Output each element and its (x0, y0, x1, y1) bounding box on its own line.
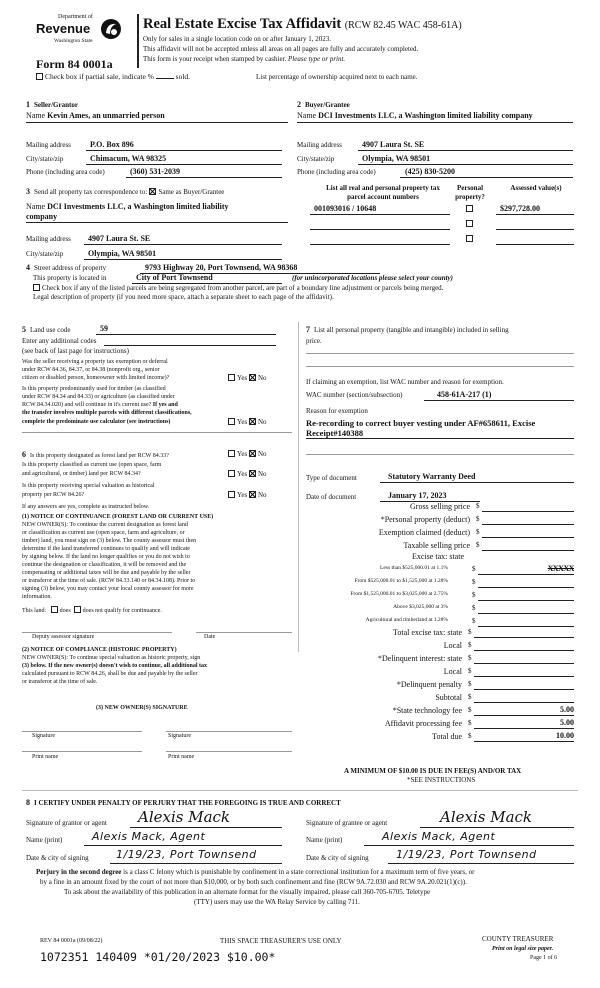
grantor-name-value[interactable]: Alexis Mack, Agent (92, 830, 206, 843)
tax-row-label-tier1: Less than $525,000.01 at 1.1% (380, 565, 448, 571)
tax-row-dollar: $ (476, 502, 480, 510)
grantor-name-label: Name (print) (26, 836, 63, 844)
see-instructions-note: *SEE INSTRUCTIONS (407, 776, 476, 784)
owner-print-label-2: Print name (168, 754, 195, 760)
owner-signature-label-1: Signature (32, 733, 55, 739)
minimum-note: A MINIMUM OF $10.00 IS DUE IN FEE(S) AND/OR TAX (344, 767, 522, 775)
q-forest-no-checkbox[interactable] (249, 450, 256, 457)
q-forest-row: 6 Is this property designated as forest land per RCW 84.33? (22, 450, 169, 459)
tax-row-label-tech-fee: *State technology fee (392, 706, 462, 715)
q-historic-no-checkbox[interactable] (249, 491, 256, 498)
doc-date-label: Date of document (306, 493, 357, 501)
q-timber-l3 (22, 402, 178, 408)
land-use-value[interactable]: 59 (100, 324, 108, 333)
reason-value-l1[interactable]: Re-recording to correct buyer vesting under AF#658611, Excise (306, 418, 536, 428)
deputy-signature-label: Deputy assessor signature (32, 634, 95, 640)
q-exemption-l1: Was the seller receiving a property tax exemption or deferral (22, 359, 168, 365)
grantee-name-value[interactable]: Alexis Mack, Agent (382, 830, 496, 843)
note3-italic: Please type or print. (288, 55, 346, 63)
personal-property-checkbox-3[interactable] (466, 234, 475, 243)
tax-row-dollar: $ (472, 565, 476, 573)
yes-label: Yes (237, 470, 248, 478)
partial-sale-label: Check box if partial sale, indicate % (45, 72, 154, 81)
county-treasurer-label: COUNTY TREASURER (482, 935, 554, 943)
land-does-not-label: does not qualify for continuance. (82, 608, 162, 614)
property-street-value[interactable]: 9793 Highway 20, Port Townsend, WA 98368 (145, 263, 298, 272)
tax-row-dollar: $ (468, 628, 472, 636)
q-timber-l1: Is this property predominantly used for timber (as classified (22, 386, 166, 392)
tax-row-dollar: $ (472, 578, 476, 586)
grantee-date-value[interactable]: 1/19/23, Port Townsend (396, 848, 537, 861)
notice-compliance-l3: calculated pursuant to RCW 84.26, shall be due and payable by the seller (22, 671, 198, 677)
buyer-heading-text: Buyer/Grantee (305, 101, 350, 109)
q-timber-l5: complete the predominate use calculator (see instructions) (22, 419, 171, 425)
tax-row-dollar: $ (468, 654, 472, 662)
q-forest-answer (228, 450, 267, 458)
tax-row-dollar: $ (468, 667, 472, 675)
revision-label: REV 84 0001a (09/08/22) (40, 938, 103, 944)
no-label: No (257, 470, 267, 478)
correspondence-city-label: City/state/zip (26, 250, 64, 258)
yes-label: Yes (237, 491, 248, 499)
tax-row-dollar: $ (468, 719, 472, 727)
notice-compliance-l1 (22, 655, 200, 661)
page-title (143, 16, 462, 33)
buyer-heading: 2 Buyer/Grantee (297, 100, 350, 109)
yes-label: Yes (237, 374, 248, 382)
parcels-col1-header: List all real and personal property tax parcel account numbers (326, 184, 440, 201)
print-legal-note (492, 946, 553, 952)
parcels-col3-header: Assessed value(s) (510, 184, 562, 192)
tax-row-value-tier1[interactable]: XXXXX (547, 564, 574, 573)
seller-mailing-value[interactable]: P.O. Box 896 (90, 140, 134, 149)
treasurer-stamp: 1072351 140409 *01/20/2023 $10.00* (40, 950, 276, 964)
tax-row-label-total-due: Total due (432, 732, 462, 741)
grantor-date-value[interactable]: 1/19/23, Port Townsend (116, 848, 257, 861)
tax-row-dollar: $ (476, 515, 480, 523)
q-timber-l3-bold: If yes and (152, 402, 178, 408)
tax-row-dollar: $ (468, 732, 472, 740)
perjury-l1 (36, 868, 474, 876)
seller-mailing-label: Mailing address (26, 141, 71, 149)
notice-continuance-l1: NEW OWNER(S): To continue the current designation as forest land (22, 522, 188, 528)
tax-row-dollar: $ (468, 693, 472, 701)
buyer-phone-label: Phone (including area code) (297, 168, 376, 176)
q-forest-label: Is this property designated as forest land per RCW 84.33? (30, 453, 169, 459)
q-historic-l1: Is this property receiving special valuation as historical (22, 483, 155, 489)
seller-name-row (26, 111, 165, 120)
tax-row-label-exemption: Exemption claimed (deduct) (378, 528, 470, 537)
q-historic-answer (228, 491, 267, 499)
partial-sale-row (36, 72, 190, 81)
segregated-label: Check box if any of the listed parcels are being segregated from another parcel, are part of a boundary line adjustment or parcels being merged. (42, 284, 444, 292)
tax-row-label-subtotal: Subtotal (435, 693, 462, 702)
treasurer-space-label: THIS SPACE TREASURER'S USE ONLY (220, 937, 342, 945)
grantor-signature-label: Signature of grantor or agent (26, 819, 107, 827)
tax-row-value-processing-fee[interactable]: 5.00 (560, 718, 574, 727)
notice-compliance-l4: or transferor at the time of sale. (22, 679, 98, 685)
tax-row-dollar: $ (468, 680, 472, 688)
header-divider (137, 14, 139, 68)
land-does-checkbox[interactable] (51, 606, 58, 613)
seller-phone-value[interactable]: (360) 531-2039 (130, 167, 180, 176)
perjury-l3: To ask about the availability of this publication in an alternate format for the visually impaired, please call 360-705-6705. Teletype (64, 888, 431, 896)
no-label: No (257, 374, 267, 382)
wac-label: WAC number (section/subsection) (306, 391, 403, 399)
land-use-label: Land use code (30, 326, 71, 334)
q-current-use-answer (228, 470, 267, 478)
parcel-number[interactable]: 001093016 / 10648 (314, 204, 377, 213)
q-current-use-no-checkbox[interactable] (249, 470, 256, 477)
note3-text: This form is your receipt when stamped by cashier. (143, 55, 287, 63)
tax-row-dollar: $ (472, 591, 476, 599)
tax-row-dollar: $ (468, 706, 472, 714)
tax-row-value-tech-fee[interactable]: 5.00 (560, 705, 574, 714)
notice-continuance-l4: determine if the land transferred continues to qualify and will indicate (22, 546, 190, 552)
title-text: Real Estate Excise Tax Affidavit (143, 16, 342, 32)
correspondence-mailing-value[interactable]: 4907 Laura St. SE (88, 234, 151, 243)
correspondence-label: Send all property tax correspondence to: (34, 188, 148, 196)
reason-label: Reason for exemption (306, 407, 368, 415)
tax-row-label-local: Local (443, 641, 462, 650)
tax-row-dollar: $ (472, 604, 476, 612)
assessed-value[interactable]: $297,728.00 (500, 204, 540, 213)
owner-signature-label-2: Signature (168, 733, 191, 739)
buyer-name-row (297, 111, 533, 120)
wac-value[interactable]: 458-61A-217 (1) (437, 390, 492, 399)
seller-name-label: Name (26, 111, 46, 120)
tax-row-dollar: $ (468, 641, 472, 649)
this-land-label: This land: (22, 608, 47, 614)
tax-row-label-tier5: Agricultural and timberland at 1.28% (365, 617, 448, 623)
personal-property-label: List all personal property (tangible and intangible) included in selling (314, 326, 509, 334)
q-timber-answer (228, 418, 267, 426)
correspondence-name-label: Name (26, 202, 46, 211)
perjury-l2: by a fine in an amount fixed by the court of not more than $10,000, or by both such confinement and fine (RCW 9A.72.030 and RCW 9A.20.021(1)(c)). (40, 878, 467, 886)
buyer-phone-value[interactable]: (425) 830-5200 (405, 167, 455, 176)
tax-row-dollar: $ (476, 528, 480, 536)
q-timber-l4: the transfer involves multiple parcels with different classifications, (22, 410, 192, 416)
grantee-signature-label: Signature of grantee or agent (306, 819, 388, 827)
land-does-not-checkbox[interactable] (74, 606, 81, 613)
exemption-label: If claiming an exemption, list WAC number and reason for exemption. (306, 378, 504, 386)
grantee-signature[interactable]: Alexis Mack (440, 808, 533, 826)
notice-continuance-l6: continue the designation or classification, it will be removed and the (22, 562, 187, 568)
partial-sold-label: sold. (175, 72, 191, 81)
additional-codes-label: Enter any additional codes (22, 337, 97, 345)
land-does-label: does (59, 608, 71, 614)
seller-name-value[interactable]: Kevin Ames, an unmarried person (47, 111, 165, 120)
form-number: Form 84 0001a (36, 57, 113, 71)
q-forest-yes-checkbox[interactable] (228, 450, 235, 457)
header-note-3 (143, 55, 345, 63)
q-timber-l2: under RCW 84.34 and 84.33) or agriculture (as classified under (22, 394, 175, 400)
tax-row-label-personal: *Personal property (deduct) (380, 515, 470, 524)
buyer-name-label: Name (297, 111, 317, 120)
perjury-l1-text: is a class C felony which is punishable by confinement in a state correctional institution for a maximum term of five years, or (123, 868, 475, 876)
buyer-city-value[interactable]: Olympia, WA 98501 (362, 154, 431, 163)
same-as-buyer-checkbox[interactable] (149, 188, 156, 195)
notice-continuance-l9: signing (3) below, you may contact your local county assessor for more (22, 586, 194, 592)
same-as-buyer-label: Same as Buyer/Grantee (158, 188, 225, 196)
partial-sale-percent[interactable] (156, 78, 174, 79)
notice-continuance-title: (1) NOTICE OF CONTINUANCE (FOREST LAND OR CURRENT USE) (22, 514, 214, 520)
header-note-1: Only for sales in a single location code on or after January 1, 2023. (143, 35, 331, 43)
q-exemption-no-checkbox[interactable] (249, 374, 256, 381)
tax-row-label-gross: Gross selling price (410, 502, 470, 511)
tax-row-label-taxable: Taxable selling price (403, 541, 470, 550)
notice-continuance-l8: or transferor at the time of sale. (RCW 84.33.140 or 84.34.108). Prior to (22, 578, 196, 584)
doc-type-label: Type of document (306, 474, 357, 482)
doc-type-value[interactable]: Statutory Warranty Deed (388, 472, 476, 481)
see-back-note: (see back of last page for instructions) (22, 347, 129, 355)
q-historic-yes-checkbox[interactable] (228, 491, 235, 498)
personal-property-row: 7 List all personal property (tangible and intangible) included in selling (306, 325, 509, 334)
tax-row-dollar: $ (472, 617, 476, 625)
q-exemption-l3: citizen or disabled person, homeowner with limited income)? (22, 375, 170, 381)
revenue-logo (36, 14, 120, 54)
grantee-name-label: Name (print) (306, 836, 343, 844)
personal-property-checkbox-1[interactable] (466, 204, 475, 213)
correspondence-row: 3 Send all property tax correspondence to: Same as Buyer/Grantee (26, 187, 225, 196)
certify-row: 8 I CERTIFY UNDER PENALTY OF PERJURY THAT THE FOREGOING IS TRUE AND CORRECT (26, 798, 341, 807)
notice-continuance-l5: by signing below. If the land no longer qualifies or you do not wish to (22, 554, 190, 560)
notice-continuance-l7: compensating or additional taxes will be due and payable by the seller (22, 570, 191, 576)
seller-city-label: City/state/zip (26, 155, 64, 163)
notice-compliance-l2: (3) below. If the new owner(s) doesn't wish to continue, all additional tax (22, 663, 208, 669)
buyer-name-value[interactable]: DCI Investments LLC, a Washington limited liability company (318, 111, 533, 120)
partial-sale-checkbox[interactable] (36, 73, 43, 80)
certify-text: I CERTIFY UNDER PENALTY OF PERJURY THAT THE FOREGOING IS TRUE AND CORRECT (34, 799, 341, 807)
tax-row-label-tier4: Above $3,025,000 at 3% (393, 604, 448, 610)
notice-continuance-l10: information. (22, 594, 52, 600)
tax-row-label-delinquent-penalty: *Delinquent penalty (396, 680, 462, 689)
land-use-row: 5 Land use code (22, 325, 71, 334)
q-timber-yes-checkbox[interactable] (228, 418, 235, 425)
perjury-bold: Perjury in the second degree (36, 868, 122, 876)
grantee-date-label: Date & city of signing (306, 854, 369, 862)
page-number: Page 1 of 6 (530, 955, 558, 961)
logo-sub-text: Washington State (54, 38, 93, 44)
personal-property-checkbox-2[interactable] (466, 219, 475, 228)
q-current-use-l1: Is this property classified as current use (open space, farm (22, 462, 162, 468)
tax-row-label-tier2: From $525,000.01 to $1,525,000 at 1.28% (354, 578, 448, 584)
correspondence-city-value[interactable]: Olympia, WA 98501 (88, 249, 157, 258)
q-current-use-yes-checkbox[interactable] (228, 470, 235, 477)
ownership-note: List percentage of ownership acquired next to each name. (256, 73, 418, 81)
new-owner-signature-title: (3) NEW OWNER(S) SIGNATURE (96, 705, 188, 711)
notice-compliance-title: (2) NOTICE OF COMPLIANCE (HISTORIC PROPERTY) (22, 647, 177, 653)
property-street-row: 4 Street address of property (26, 263, 107, 272)
property-located-label: This property is located in (33, 274, 107, 282)
parcels-col2-header: Personal property? (455, 184, 485, 201)
tax-row-label-local2: Local (443, 667, 462, 676)
doc-date-value[interactable]: January 17, 2023 (388, 491, 447, 500)
buyer-mailing-value[interactable]: 4907 Laura St. SE (362, 140, 425, 149)
correspondence-mailing-label: Mailing address (26, 235, 71, 243)
perjury-l4: (TTY) users may use the WA Relay Service by calling 711. (194, 898, 360, 906)
answer-note: If any answers are yes, complete as instructed below. (22, 504, 150, 510)
q-current-use-l2: and agricultural, or timber) land per RCW 84.34? (22, 471, 141, 477)
owner-print-label-1: Print name (32, 754, 59, 760)
yes-label: Yes (237, 418, 248, 426)
q-historic-l2: property per RCW 84.26? (22, 492, 85, 498)
q-timber-l3-text: RCW 84.34.020) and will continue in it's current use? (22, 402, 152, 408)
grantor-date-label: Date & city of signing (26, 854, 89, 862)
deputy-date-label: Date (204, 634, 216, 640)
this-land-row (22, 606, 162, 614)
tax-row-label-total-excise: Total excise tax: state (393, 628, 462, 637)
reason-value-l2[interactable]: Receipt#140388 (306, 428, 364, 438)
buyer-city-label: City/state/zip (297, 155, 335, 163)
segregated-checkbox[interactable] (33, 284, 40, 291)
correspondence-name-value[interactable]: DCI Investments LLC, a Washington limited liability (47, 202, 229, 211)
grantor-signature[interactable]: Alexis Mack (138, 808, 231, 826)
no-label: No (257, 418, 267, 426)
notice-compliance-l1-text: NEW OWNER(S): To continue special valuation as historic property, sign (22, 655, 201, 661)
notice-continuance-l3: timber) land, you must sign on (3) below. The county assessor must then (22, 538, 197, 544)
yes-label: Yes (237, 450, 248, 458)
logo-top-text: Department of (58, 14, 93, 20)
segregated-row (33, 284, 443, 292)
title-ref: (RCW 82.45 WAC 458-61A) (344, 20, 462, 31)
tax-row-label-excise-state: Excise tax: state (412, 552, 464, 561)
q-exemption-yes-checkbox[interactable] (228, 374, 235, 381)
q-exemption-l2: under RCW 84.36, 84.37, or 84.38 (nonprofit org., senior (22, 367, 160, 373)
correspondence-name-row (26, 202, 229, 211)
q-exemption-answer (228, 374, 267, 382)
legal-description-label: Legal description of property (if you need more space, attach a separate sheet to each page of the affidavit). (33, 293, 334, 301)
header-note-2: This affidavit will not be accepted unless all areas on all pages are fully and accurately completed. (143, 45, 419, 53)
buyer-mailing-label: Mailing address (297, 141, 342, 149)
notice-continuance-l2: or classification as current use (open space, farm and agriculture, or (22, 530, 185, 536)
personal-property-label-2: price. (306, 337, 322, 345)
print-legal-text: Print on legal size paper. (492, 946, 554, 952)
seller-heading: 1 Seller/Grantor (26, 100, 78, 109)
property-located-value[interactable]: City of Port Townsend (136, 273, 213, 282)
unincorporated-text: (for unincorporated locations please select your county) (292, 274, 453, 282)
q-timber-no-checkbox[interactable] (249, 418, 256, 425)
seller-city-value[interactable]: Chimacum, WA 98325 (90, 154, 167, 163)
tax-row-dollar: $ (476, 541, 480, 549)
property-street-label: Street address of property (34, 264, 107, 272)
no-label: No (257, 491, 267, 499)
correspondence-name-line2[interactable]: company (26, 212, 58, 221)
seller-heading-text: Seller/Grantor (34, 101, 78, 109)
tax-row-label-processing-fee: Affidavit processing fee (384, 719, 462, 728)
logo-swirl-icon (100, 18, 122, 40)
logo-main-text: Revenue (36, 21, 91, 36)
no-label: No (257, 450, 267, 458)
tax-row-label-tier3: From $1,525,000.01 to $3,025,000 at 2.75% (350, 591, 448, 597)
tax-row-value-total-due[interactable]: 10.00 (556, 731, 574, 740)
seller-phone-label: Phone (including area code) (26, 168, 105, 176)
tax-row-label-delinquent-interest: *Delinquent interest: state (378, 654, 462, 663)
unincorporated-note (292, 274, 453, 282)
